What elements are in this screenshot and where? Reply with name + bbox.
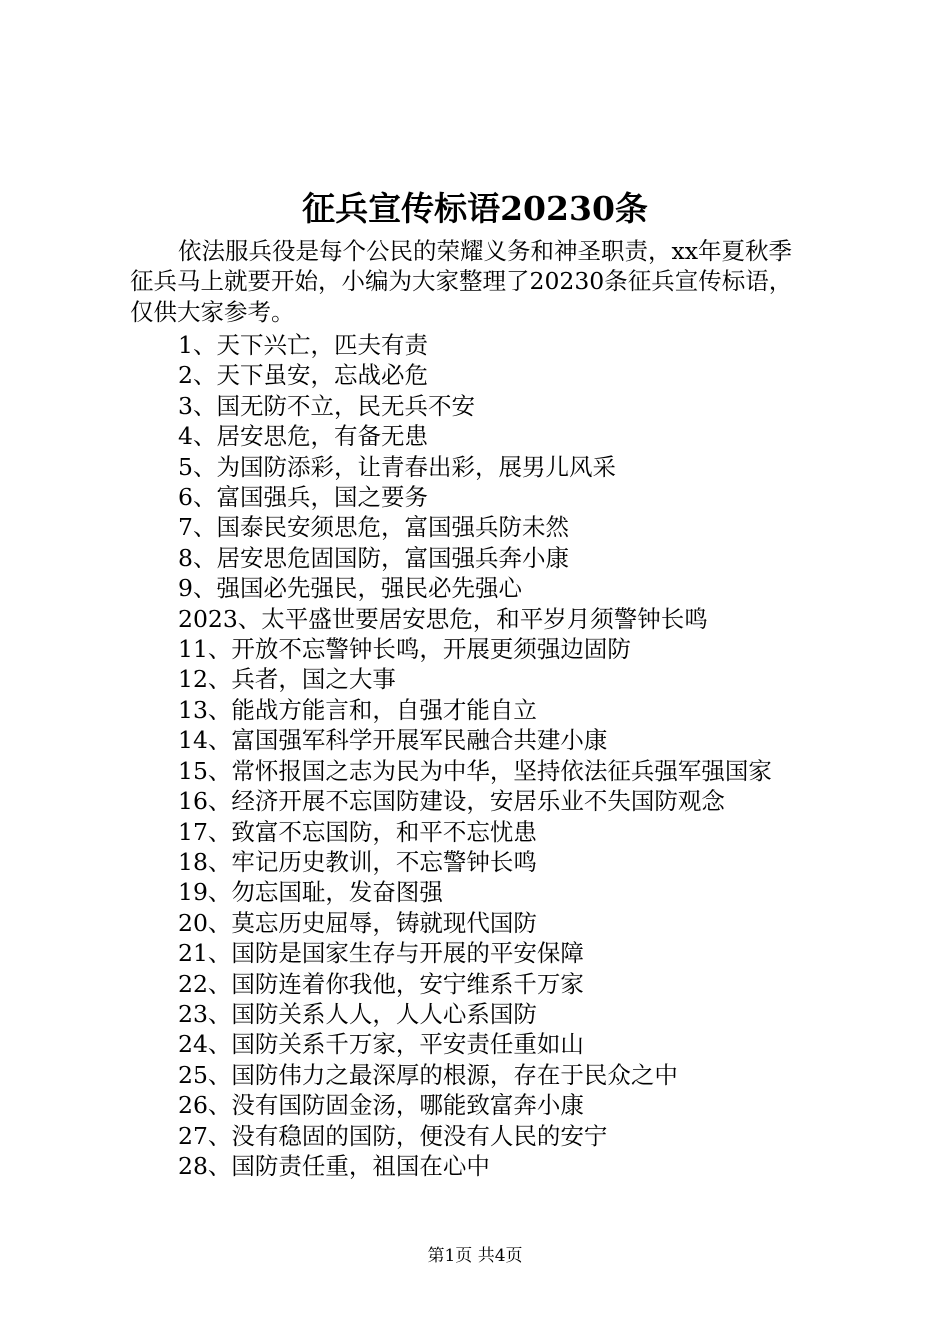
slogan-item: 16、经济开展不忘国防建设，安居乐业不失国防观念 bbox=[178, 787, 725, 816]
slogan-item: 4、居安思危，有备无患 bbox=[178, 422, 428, 451]
intro-line: 仅供大家参考。 bbox=[130, 297, 295, 326]
intro-line: 征兵马上就要开始，小编为大家整理了20230条征兵宣传标语， bbox=[130, 267, 793, 296]
slogan-item: 12、兵者，国之大事 bbox=[178, 665, 396, 694]
slogan-item: 5、为国防添彩，让青春出彩，展男儿风采 bbox=[178, 452, 616, 481]
slogan-item: 2023、太平盛世要居安思危，和平岁月须警钟长鸣 bbox=[178, 604, 708, 633]
slogan-item: 24、国防关系千万家，平安责任重如山 bbox=[178, 1030, 584, 1059]
slogan-item: 28、国防责任重，祖国在心中 bbox=[178, 1151, 490, 1180]
slogan-item: 15、常怀报国之志为民为中华，坚持依法征兵强军强国家 bbox=[178, 756, 772, 785]
slogan-item: 18、牢记历史教训，不忘警钟长鸣 bbox=[178, 847, 537, 876]
slogan-list bbox=[178, 330, 772, 1181]
slogan-item: 17、致富不忘国防，和平不忘忧患 bbox=[178, 817, 537, 846]
slogan-item: 13、能战方能言和，自强才能自立 bbox=[178, 695, 537, 724]
slogan-item: 2、天下虽安，忘战必危 bbox=[178, 361, 428, 390]
slogan-item: 20、莫忘历史屈辱，铸就现代国防 bbox=[178, 908, 537, 937]
intro-line: 依法服兵役是每个公民的荣耀义务和神圣职责，xx年夏秋季 bbox=[178, 237, 793, 265]
slogan-item: 8、居安思危固国防，富国强兵奔小康 bbox=[178, 543, 569, 572]
page-number-footer: 第1页 共4页 bbox=[427, 1246, 523, 1266]
slogan-item: 3、国无防不立，民无兵不安 bbox=[178, 391, 475, 420]
slogan-item: 27、没有稳固的国防，便没有人民的安宁 bbox=[178, 1121, 608, 1150]
slogan-item: 25、国防伟力之最深厚的根源，存在于民众之中 bbox=[178, 1060, 678, 1089]
slogan-item: 19、勿忘国耻，发奋图强 bbox=[178, 878, 443, 907]
slogan-item: 21、国防是国家生存与开展的平安保障 bbox=[178, 939, 584, 968]
slogan-item: 26、没有国防固金汤，哪能致富奔小康 bbox=[178, 1091, 584, 1120]
slogan-item: 6、富国强兵，国之要务 bbox=[178, 483, 428, 512]
intro-paragraph bbox=[130, 236, 830, 327]
slogan-item: 7、国泰民安须思危，富国强兵防未然 bbox=[178, 513, 569, 542]
slogan-item: 22、国防连着你我他，安宁维系千万家 bbox=[178, 969, 584, 998]
document-title: 征兵宣传标语20230条 bbox=[302, 189, 648, 228]
slogan-item: 14、富国强军科学开展军民融合共建小康 bbox=[178, 726, 608, 755]
slogan-item: 11、开放不忘警钟长鸣，开展更须强边固防 bbox=[178, 635, 631, 664]
slogan-item: 9、强国必先强民，强民必先强心 bbox=[178, 574, 522, 603]
slogan-item: 23、国防关系人人，人人心系国防 bbox=[178, 999, 537, 1028]
slogan-item: 1、天下兴亡，匹夫有责 bbox=[178, 331, 428, 359]
